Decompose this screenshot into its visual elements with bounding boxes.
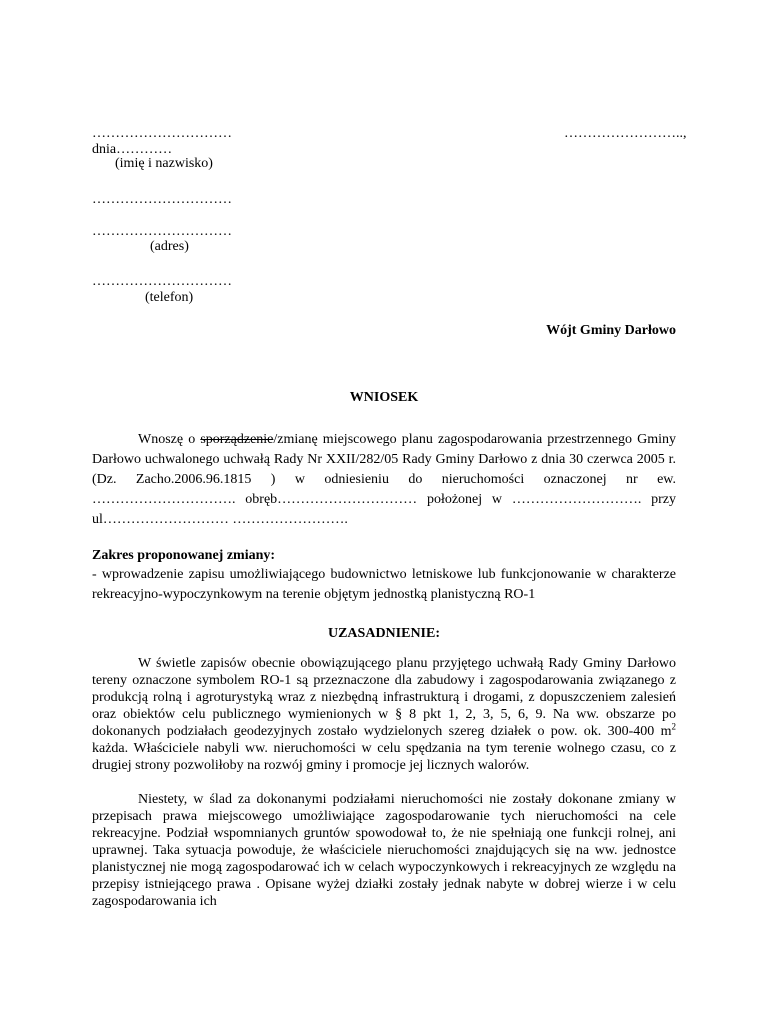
document-title: WNIOSEK	[349, 390, 419, 405]
scope-text: - wprowadzenie zapisu umożliwiającego budownictwo letniskowe lub funkcjonowanie w charakterze rekreacyjno-wypoczynkowym na terenie objętym jednostką planistyczną RO-1	[92, 567, 676, 602]
request-lead: Wnoszę o	[138, 432, 201, 447]
name-label: (imię i nazwisko)	[115, 156, 213, 171]
request-paragraph	[92, 430, 676, 530]
justification-paragraph-2: Niestety, w ślad za dokonanymi podziałami nieruchomości nie zostały dokonane zmiany w przepisach prawa miejscowego umożliwiające zagospodarowanie tych nieruchomości na cele rekreacyjne. Podział wspomnianych gruntów spowodował to, że nie spełniają one funkcji rolnej, ani uprawnej. Taka sytuacja powoduje, że właściciele nieruchomości znajdujących się na ww. jednostce planistycznej nie mogą zagospodarować ich w celach wypoczynkowych i rekreacyjnych ze względu na przepisy istniejącego prawa . Opisane wyżej działki zostały jednak nabyte w dobrej wierze i w celu zagospodarowania ich	[92, 792, 676, 909]
request-text: /zmianę miejscowego planu zagospodarowania przestrzennego Gminy Darłowo uchwalonego uchwałą Rady Nr XXII/282/05 Rady Gminy Darłowo z dnia 30 czerwca 2005 r. (Dz. Zacho.2006.96.1815 ) w odniesieniu do nieruchomości oznaczonej nr ew. …………………………. obręb………………………… położonej w ………………………. przy ul……………………… …………………….	[92, 432, 676, 527]
address-label: (adres)	[150, 239, 189, 254]
date-field: dnia…………	[92, 142, 173, 157]
address-dots-1: …………………………	[92, 192, 232, 207]
justification-p1-text-cont: każda. Właściciele nabyli ww. nieruchomości w celu spędzania na tym terenie wolnego czasu, co z drugiej strony pozwoliłoby na rozwój gminy i promocje jej licznych walorów.	[92, 741, 676, 773]
justification-heading: UZASADNIENIE:	[327, 626, 441, 641]
square-superscript: 2	[671, 721, 676, 732]
justification-p1-text: W świetle zapisów obecnie obowiązującego planu przyjętego uchwałą Rady Gminy Darłowo tereny oznaczone symbolem RO-1 są przeznaczone dla zabudowy i zagospodarowania związanego z produkcją rolną i agroturystyką wraz z niezbędną infrastrukturą i drogami, z dopuszczeniem zalesień oraz obiektów celu publicznego wymienionych w § 8 pkt 1, 2, 3, 5, 6, 9. Na ww. obszarze po dokonanych podziałach geodezyjnych zostało wydzielonych szereg działek o pow. ok. 300-400 m	[92, 656, 676, 739]
address-dots-2: …………………………	[92, 224, 232, 239]
phone-label: (telefon)	[145, 290, 194, 305]
name-dots: …………………………	[92, 126, 232, 141]
date-place-dots: ……………………..,	[564, 126, 687, 141]
scope-heading: Zakres proponowanej zmiany:	[92, 548, 276, 563]
recipient: Wójt Gminy Darłowo	[546, 323, 676, 338]
justification-paragraph-1	[92, 655, 676, 774]
request-struck-word: sporządzenie	[200, 432, 274, 447]
phone-dots: …………………………	[92, 274, 232, 289]
